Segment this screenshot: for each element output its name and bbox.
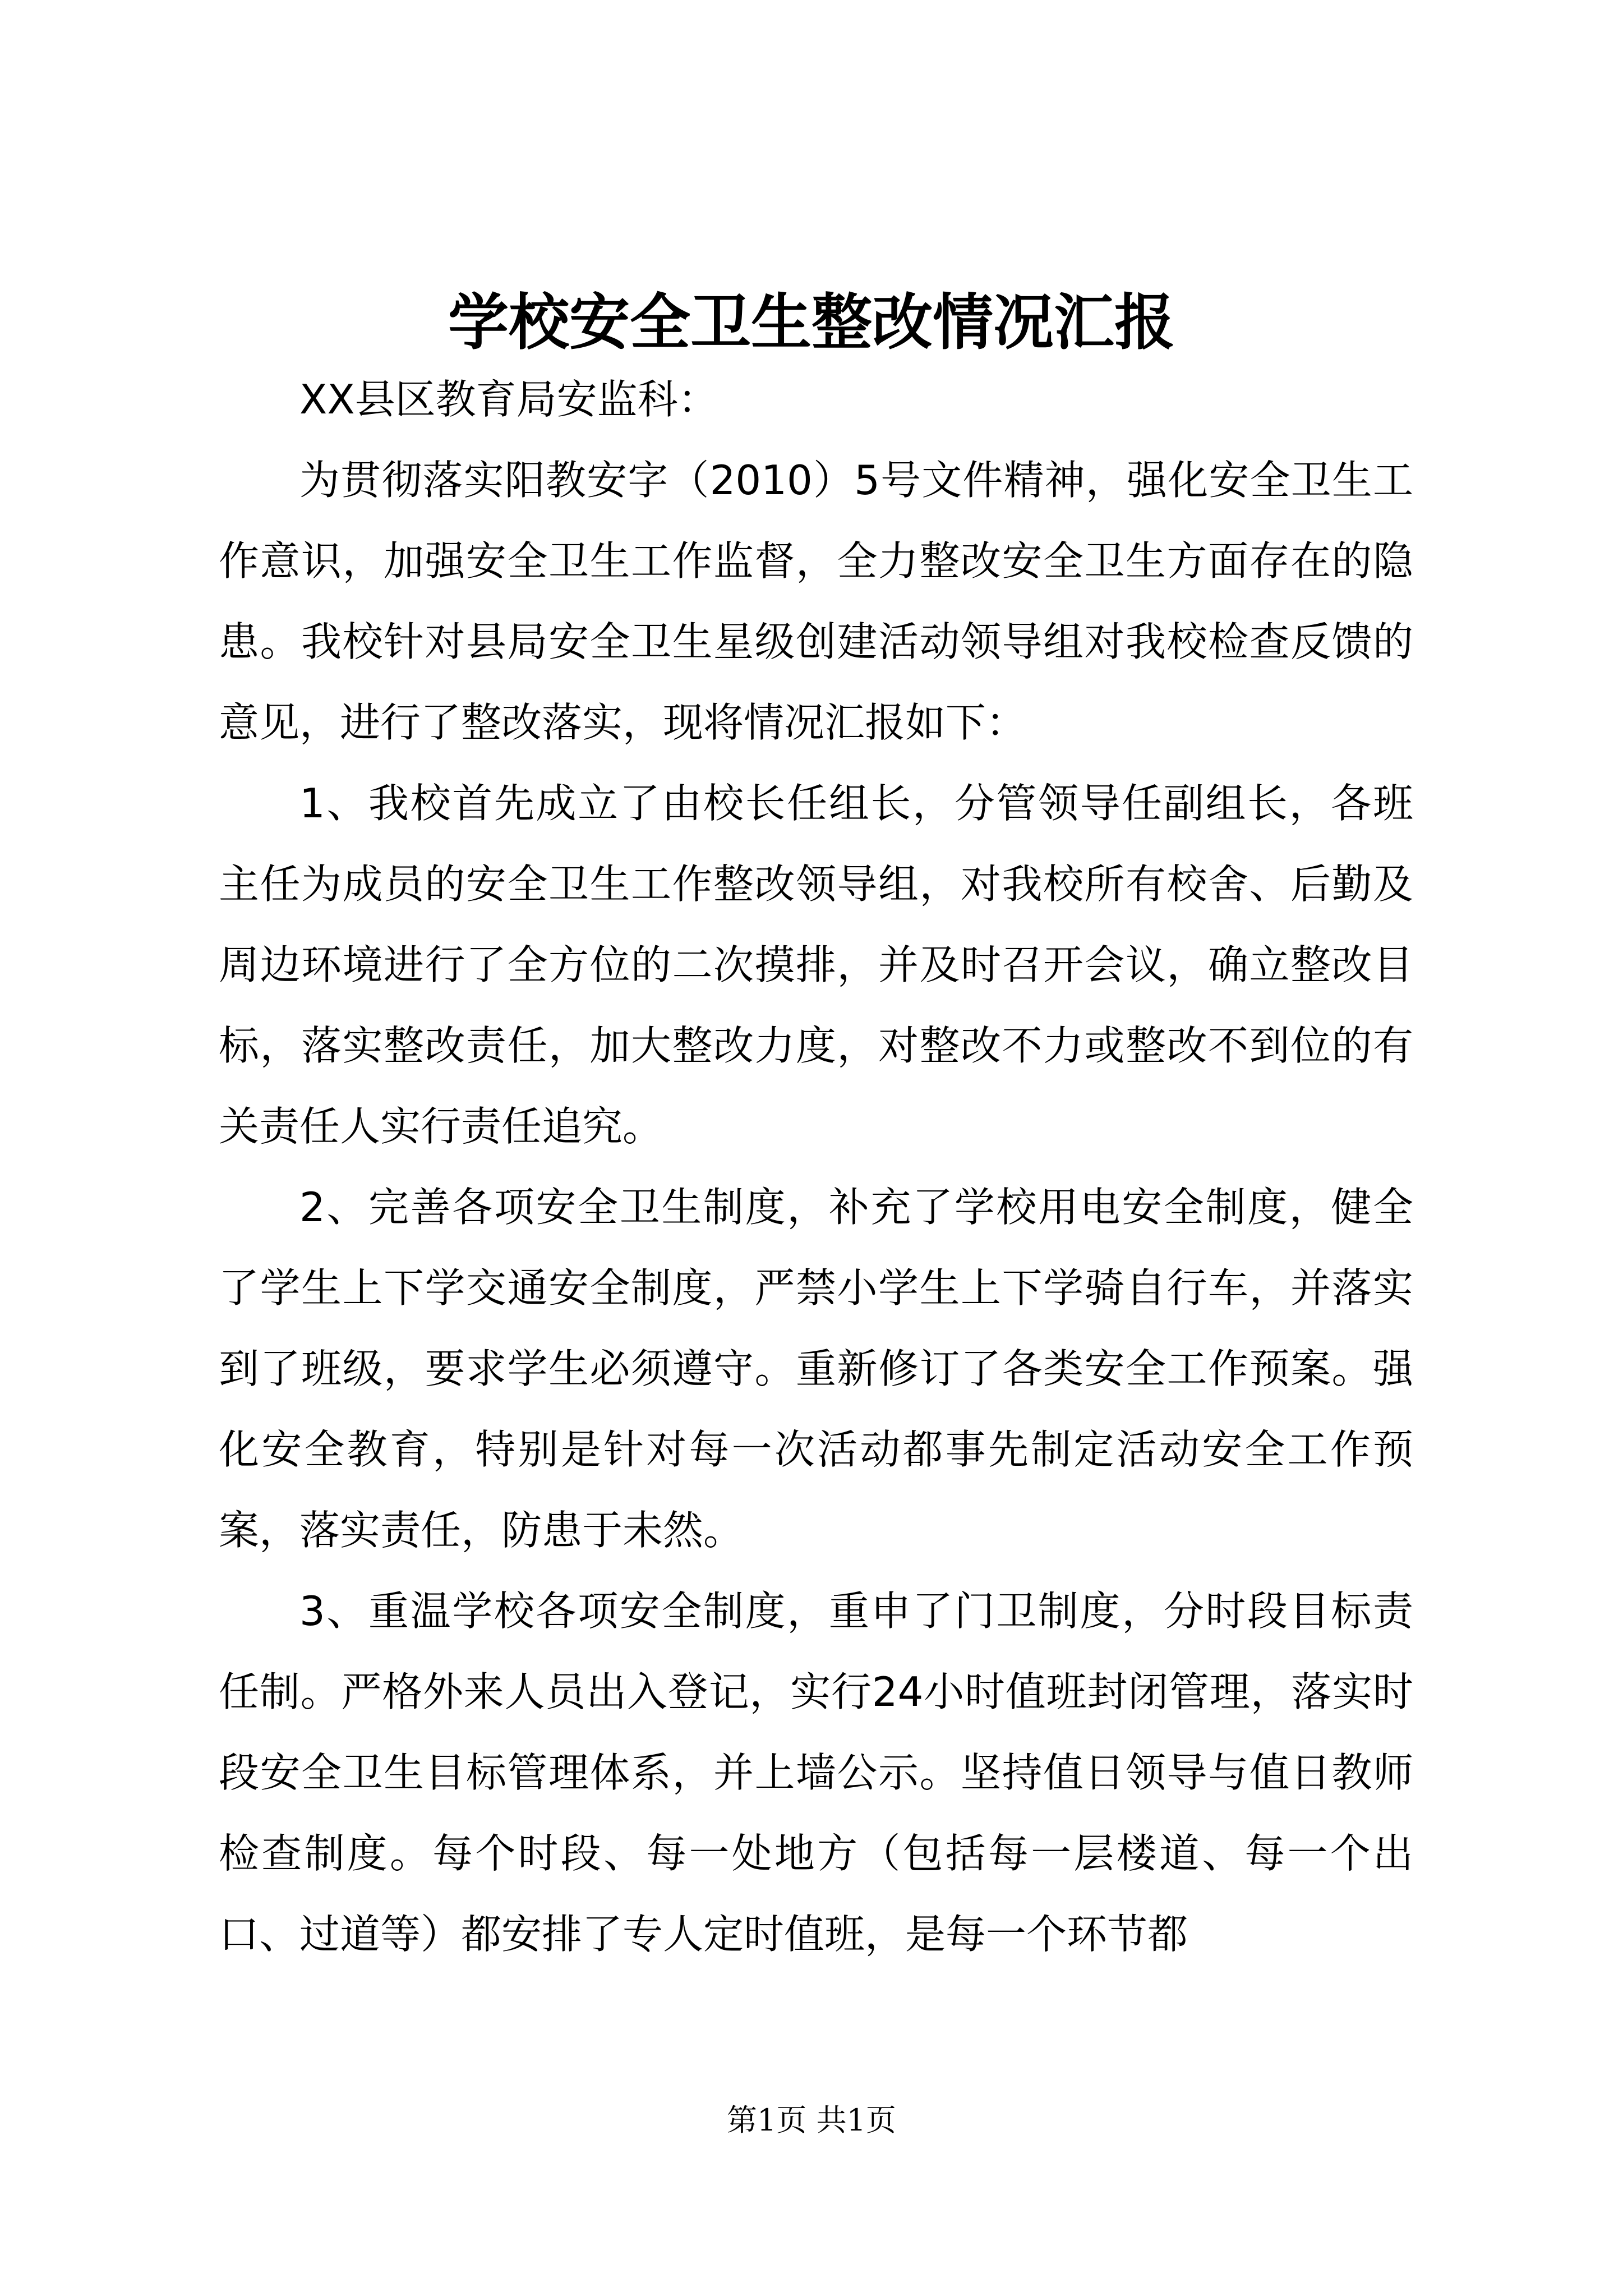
document-title: 学校安全卫生整改情况汇报 xyxy=(448,287,1175,358)
paragraph-item-1: 1、我校首先成立了由校长任组长，分管领导任副组长，各班主任为成员的安全卫生工作整改领导组，对我校所有校舍、后勤及周边环境进行了全方位的二次摸排，并及时召开会议，确立整改目标，落实整改责任，加大整改力度，对整改不力或整改不到位的有关责任人实行责任追究。 xyxy=(219,780,1413,1150)
paragraph-item-3: 3、重温学校各项安全制度，重申了门卫制度，分时段目标责任制。严格外来人员出入登记，实行24小时值班封闭管理，落实时段安全卫生目标管理体系，并上墙公示。坚持值日领导与值日教师检查制度。每个时段、每一处地方（包括每一层楼道、每一个出口、过道等）都安排了专人定时值班，是每一个环节都 xyxy=(219,1588,1413,1958)
page-number-footer: 第1页 共1页 xyxy=(727,2102,896,2138)
paragraph-item-2: 2、完善各项安全卫生制度，补充了学校用电安全制度，健全了学生上下学交通安全制度，严禁小学生上下学骑自行车，并落实到了班级，要求学生必须遵守。重新修订了各类安全工作预案。强化安全教育，特别是针对每一次活动都事先制定活动安全工作预案，落实责任，防患于未然。 xyxy=(219,1184,1413,1554)
document-body xyxy=(219,359,1413,1975)
paragraph-intro: 为贯彻落实阳教安字（2010）5号文件精神，强化安全卫生工作意识，加强安全卫生工作监督，全力整改安全卫生方面存在的隐患。我校针对县局安全卫生星级创建活动领导组对我校检查反馈的意见，进行了整改落实，现将情况汇报如下： xyxy=(219,457,1413,746)
salutation: XX县区教育局安监科： xyxy=(299,376,718,423)
